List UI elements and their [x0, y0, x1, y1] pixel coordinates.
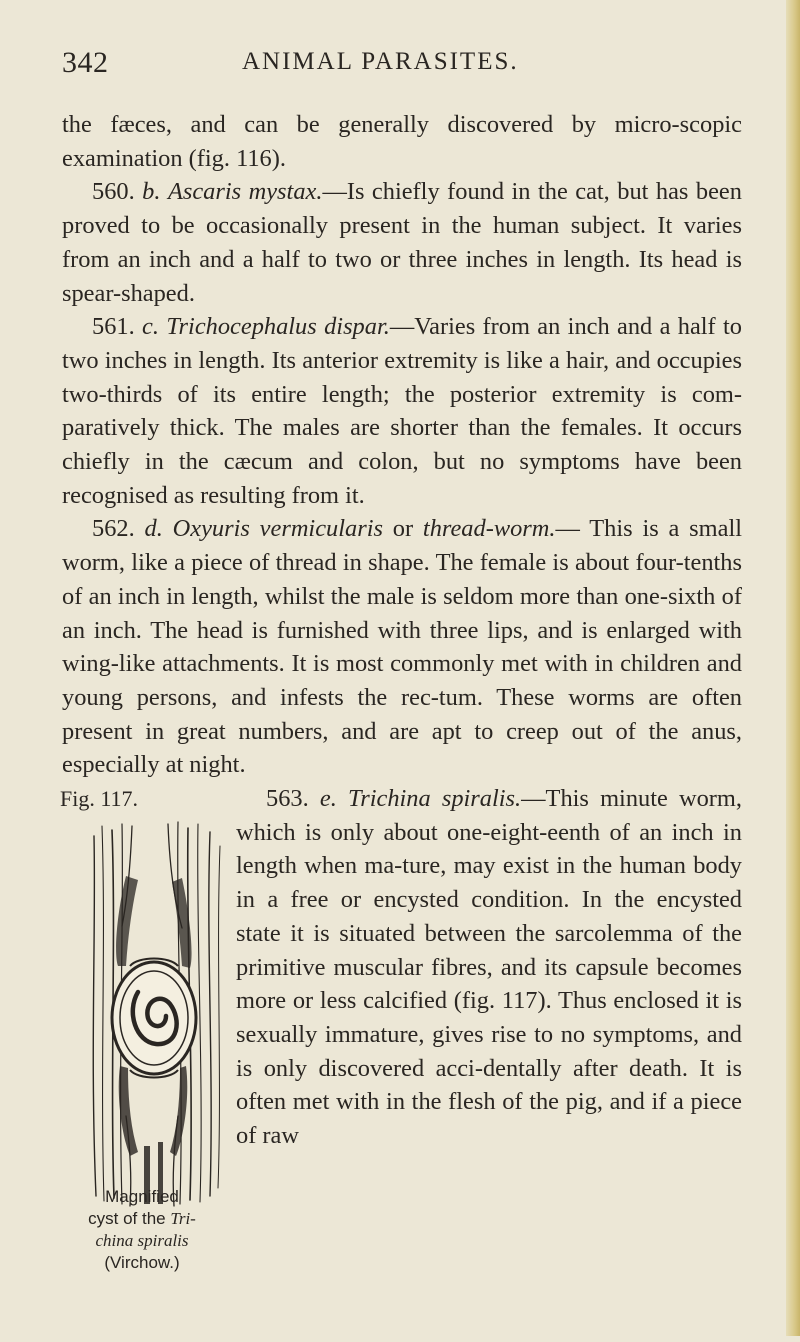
section-letter: c.	[142, 313, 159, 341]
paragraph-text: —Is chiefly found in the cat, but has been proved to be occasionally present in the human subject. It varies from an inch and a half to two or three inches in length. Its head is spear-shaped.	[62, 178, 742, 307]
caption-line: china spiralis	[95, 1231, 189, 1251]
species-name: Trichocephalus dispar.	[166, 313, 390, 341]
species-name: Trichina spiralis.	[348, 785, 522, 813]
section-number: 562.	[92, 515, 135, 543]
paragraph-561	[62, 310, 742, 512]
section-number: 563.	[266, 785, 309, 813]
paragraph-continuation: the fæces, and can be generally discovered by micro-scopic examination (fig. 116).	[62, 111, 742, 172]
paragraph-connector: or	[382, 515, 423, 543]
trichina-cyst-illustration	[86, 816, 226, 1211]
paragraph-text: —This minute worm, which is only about one-eight-eenth of an inch in length when ma-ture, may exist in the human body in a free or encysted condition. In the encysted state it is situated between the sarcolemma of the primitive muscular fibres, and its capsule becomes more or less calcified (fig. 117). Thus enclosed it is sexually immature, gives rise to no symptoms, and is only discovered acci-dentally after death. It is often met with in the flesh of the pig, and if a piece of raw	[236, 785, 742, 1150]
running-head: ANIMAL PARASITES.	[242, 48, 519, 75]
species-name: Oxyuris vermicularis	[172, 515, 383, 543]
section-number: 560.	[92, 178, 135, 206]
paragraph-562	[62, 512, 742, 782]
caption-text: cyst of the	[88, 1209, 171, 1229]
paragraph-560	[62, 175, 742, 310]
figure-caption	[58, 1186, 226, 1274]
caption-line	[58, 1208, 226, 1230]
common-name: thread-worm.	[422, 515, 556, 543]
section-letter: b.	[142, 178, 161, 206]
paragraph-text: —Varies from an inch and a half to two inches in length. Its anterior extremity is like a hair, and occupies two-thirds of its entire length; the posterior extremity is com-paratively thick. The males are shorter than the females. It occurs chiefly in the cæcum and colon, but no symptoms have been recognised as resulting from it.	[62, 313, 742, 509]
page-header	[62, 46, 742, 86]
caption-line: (Virchow.)	[104, 1253, 180, 1273]
figure-label: Fig. 117.	[60, 786, 139, 812]
body-text	[62, 108, 742, 1342]
section-number: 561.	[92, 313, 135, 341]
section-letter: d.	[144, 515, 163, 543]
page-number: 342	[62, 46, 109, 79]
page-edge	[786, 0, 800, 1336]
figure-117	[58, 782, 228, 1342]
species-name: Ascaris mystax.	[167, 178, 323, 206]
caption-species: Tri-	[170, 1209, 196, 1229]
paragraph-text: — This is a small worm, like a piece of thread in shape. The female is about four-tenths of an inch in length, whilst the male is seldom more than one-sixth of an inch. The head is furnished with three lips, and is enlarged with wing-like attachments. It is most commonly met with in children and young persons, and infests the rec-tum. These worms are often present in great numbers, and are apt to creep out of the anus, especially at night.	[62, 515, 743, 779]
caption-line: Magnified	[105, 1187, 179, 1207]
section-letter: e.	[319, 785, 337, 813]
